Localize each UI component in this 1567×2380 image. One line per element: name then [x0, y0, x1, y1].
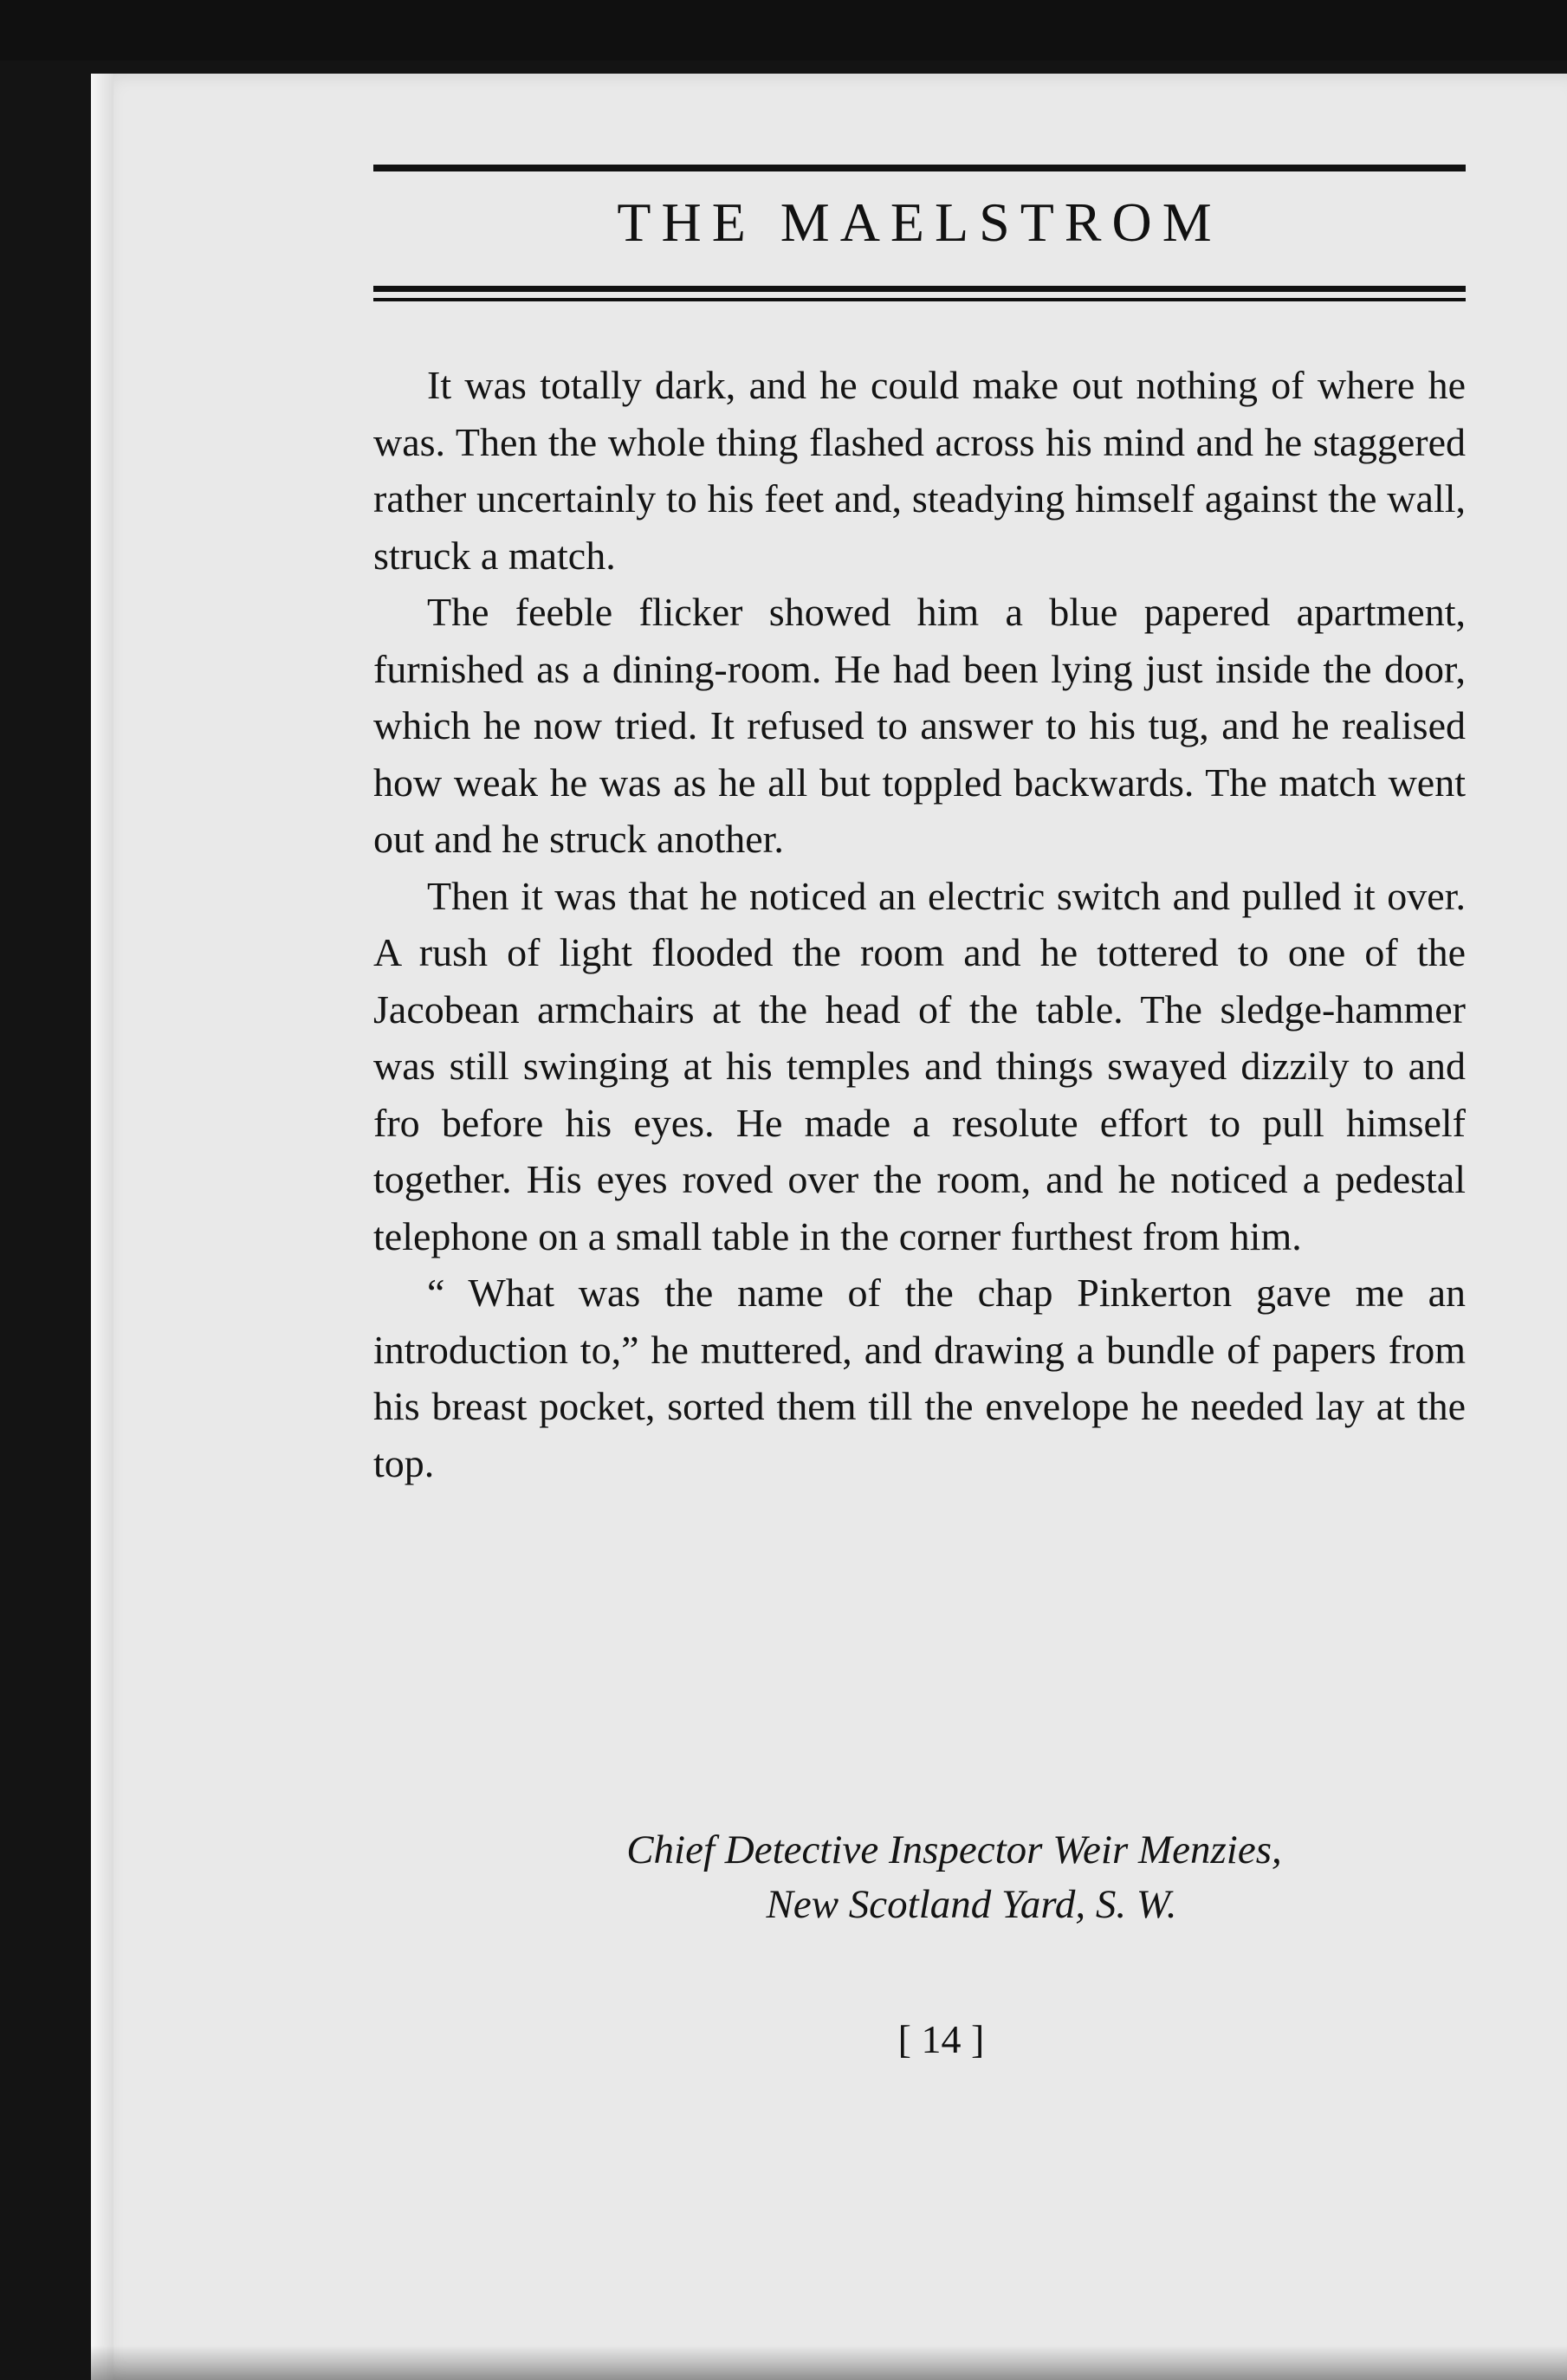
body-text	[373, 357, 1466, 1491]
page-number	[373, 2016, 1466, 2062]
running-title: THE MAELSTROM	[617, 191, 1222, 253]
header-rule-double-thick	[373, 286, 1466, 292]
scan-background-top	[0, 0, 1567, 61]
paragraph: “ What was the name of the chap Pinkerton gave me an introduction to,” he muttered, and drawing a bundle of papers from his breast pocket, sorted them till the envelope he needed lay at the top.	[373, 1271, 1466, 1485]
header-rule-top	[373, 165, 1466, 171]
header-rule-double-thin	[373, 298, 1466, 301]
page-gutter-edge	[91, 74, 113, 2380]
signature-block	[373, 1823, 1466, 1932]
paragraph: The feeble flicker showed him a blue papered apartment, furnished as a dining-room. He had been lying just inside the door, which he now tried. It refused to answer to his tug, and he realised how weak he was as he all but toppled backwards. The match went out and he struck another.	[373, 590, 1466, 861]
page-bottom-shadow	[91, 2345, 1567, 2380]
paragraph: It was totally dark, and he could make out nothing of where he was. Then the whole thing flashed across his mind and he staggered rather uncertainly to his feet and, steadying himself against the wall, struck a match.	[373, 363, 1466, 578]
page-number-text: [ 14 ]	[897, 2017, 985, 2061]
signature-line-1: Chief Detective Inspector Weir Menzies,	[626, 1827, 1282, 1872]
signature-line-2: New Scotland Yard, S. W.	[766, 1882, 1177, 1927]
paragraph: Then it was that he noticed an electric switch and pulled it over. A rush of light flooded the room and he tottered to one of the Jacobean armchairs at the head of the table. The sledge-hammer was still swinging at his temples and things swayed dizzily to and fro before his eyes. He made a resolute effort to pull himself together. His eyes roved over the room, and he noticed a pedestal telephone on a small table in the corner furthest from him.	[373, 873, 1466, 1258]
